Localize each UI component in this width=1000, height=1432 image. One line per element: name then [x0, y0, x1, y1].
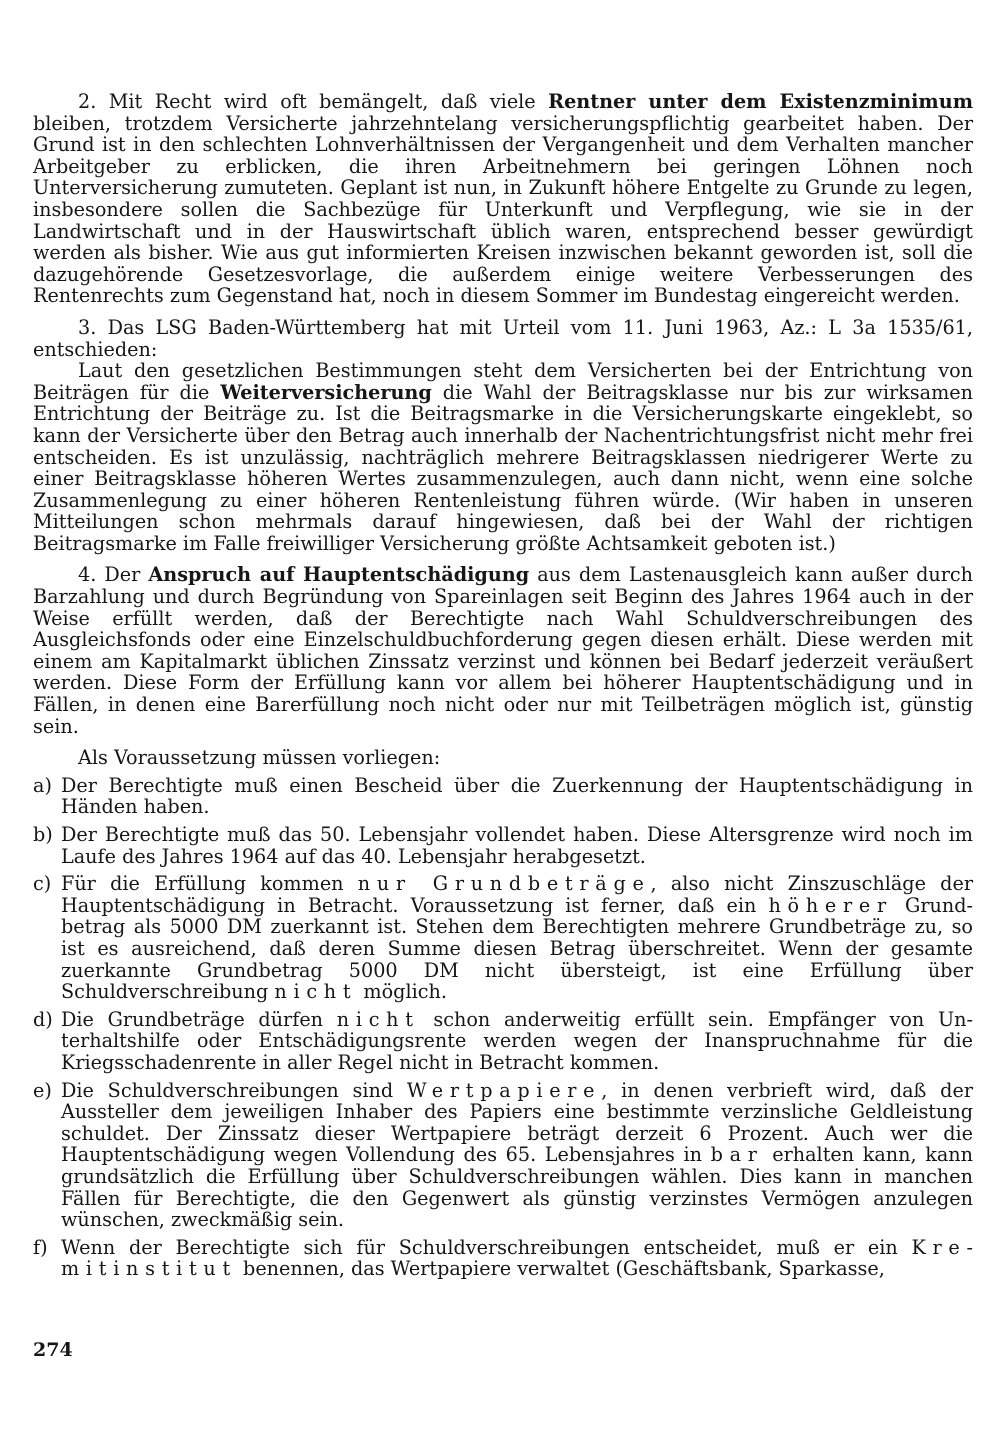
list-item-b: [33, 824, 973, 867]
list-label: b): [33, 823, 53, 846]
spaced-emphasis: nicht: [274, 980, 358, 1004]
text-run: schon anderweitig erfüllt sein. Empfänger von Unterhaltshilfe oder Entschädigungsrente werden wegen der Inanspruchnahme für die Kriegsschadenrente in aller Regel nicht in Betracht kommen.: [61, 1007, 973, 1074]
text-run: Laut den gesetzlichen Bestimmungen steht dem Versicherten bei der Entrichtung von Beiträgen für die: [33, 359, 973, 404]
list-label: c): [33, 872, 52, 896]
text-run: die Wahl der Beitragsklasse nur bis zur wirksamen Entrichtung der Beiträge zu. Ist die Beitragsmarke in die Versicherungskarte eingeklebt, so kann der Versicherte über den Betrag auch innerhalb der Nachentrichtungsfrist nicht mehr frei entscheiden. Es ist unzulässig, nachträglich mehrere Beitragsklassen niedrigerer Werte zu einer Beitragsklasse höheren Wertes zusammenzulegen, auch dann nicht, wenn eine solche Zusammenlegung zu einer höheren Rentenleistung führen würde. (Wir haben in unseren Mitteilungen schon mehrmals darauf hingewiesen, daß bei der Wahl der richtigen Beitragsmarke im Falle freiwilliger Versicherung größte Achtsamkeit geboten ist.): [33, 380, 973, 555]
text-run: möglich.: [357, 980, 447, 1004]
text-run: , also nicht Zinszuschläge der Hauptentschädigung in Betracht. Voraussetzung ist ferner, daß ein: [61, 872, 973, 917]
list-item-f: [33, 1237, 973, 1280]
spaced-emphasis: Kremitinstitut: [61, 1235, 973, 1281]
list-text: [61, 1237, 973, 1280]
text-run: benennen, das Wertpapiere verwaltet (Geschäftsbank, Sparkasse,: [236, 1257, 885, 1281]
text-run: erhalten kann, kann grundsätzlich die Erfüllung über Schuldverschreibungen wählen. Dies kann in manchen Fällen für Berechtigte, die den Gegenwert als günstig verzinstes Vermögen anzulegen wünschen, zweckmäßig sein.: [61, 1143, 974, 1232]
text-run: Grundbetrag als 5000 DM zuerkannt ist. Stehen dem Berechtigten mehrere Grundbeträge zu, so ist es ausreichend, daß deren Summe diesen Betrag überschreitet. Wenn der gesamte zuerkannte Grundbetrag 5000 DM nicht übersteigt, ist eine Erfüllung über Schuldverschreibung: [61, 893, 973, 1004]
list-intro: Als Voraussetzung müssen vorliegen:: [78, 746, 441, 770]
page-number: 274: [33, 1339, 73, 1361]
spaced-emphasis: bar: [710, 1143, 764, 1167]
list-text: [61, 873, 973, 1003]
spaced-emphasis: Wertpapiere: [406, 1078, 602, 1102]
paragraph-4: [33, 564, 973, 737]
list-text: [61, 1080, 973, 1231]
paragraph-3-body: [33, 360, 973, 554]
spaced-emphasis: nur Grundbeträge: [357, 872, 651, 896]
bold-term-weiterversicherung: Weiterversicherung: [220, 380, 432, 404]
list-label: a): [33, 773, 52, 797]
text-run: bleiben, trotzdem Versicherte jahrzehntelang versicherungspflichtig gearbeitet haben. Der Grund ist in den schlechten Lohnverhältnissen der Vergangenheit und dem Verhalten mancher Arbeitgeber zu erblicken, die ihren Arbeitnehmern bei geringen Löhnen noch Unterversicherung zumuteten. Geplant ist nun, in Zukunft höhere Entgelte zu Grunde zu legen, insbesondere sollen die Sachbezüge für Unterkunft und Verpflegung, wie sie in der Landwirtschaft und in der Hauswirtschaft üblich waren, entsprechend besser gewürdigt werden als bisher. Wie aus gut informierten Kreisen inzwischen bekannt geworden ist, soll die dazugehörende Gesetzesvorlage, die außerdem einige weitere Verbesserungen des Rentenrechts zum Gegenstand hat, noch in diesem Sommer im Bundestag eingereicht werden.: [33, 111, 973, 308]
list-item-c: [33, 873, 973, 1003]
list-text: Der Berechtigte muß das 50. Lebensjahr vollendet haben. Diese Altersgrenze wird noch im Laufe des Jahres 1964 auf das 40. Lebensjahr herabgesetzt.: [61, 823, 973, 868]
spaced-emphasis: höherer: [768, 893, 893, 917]
list-label: d): [33, 1007, 53, 1031]
bold-term-rentner: Rentner unter dem Existenzminimum: [548, 90, 973, 113]
paragraph-2: [33, 91, 973, 307]
body-text: [33, 91, 973, 1286]
text-run: aus dem Lastenausgleich kann außer durch Barzahlung und durch Begründung von Spareinlagen seit Beginn des Jahres 1964 auch in der Weise erfüllt werden, daß der Berechtigte nach Wahl Schuldverschreibungen des Ausgleichsfonds oder eine Einzelschuldbuchforderung gegen diesen erhält. Diese werden mit einem am Kapitalmarkt üblichen Zinssatz verzinst und können bei Bedarf jederzeit veräußert werden. Diese Form der Erfüllung kann vor allem bei höherer Hauptentschädigung und in Fällen, in denen eine Barerfüllung noch nicht oder nur mit Teilbeträgen möglich ist, günstig sein.: [33, 563, 973, 738]
text-run: Die Grundbeträge dürfen: [61, 1007, 337, 1031]
text-run: 2. Mit Recht wird oft bemängelt, daß viele: [78, 90, 549, 113]
list-text: Der Berechtigte muß einen Bescheid über die Zuerkennung der Hauptentschädigung in Händen haben.: [61, 773, 973, 819]
spaced-emphasis: nicht: [336, 1007, 420, 1031]
paragraph-3-intro: 3. Das LSG Baden-Württemberg hat mit Urteil vom 11. Juni 1963, Az.: L 3a 1535/61, entschieden:: [33, 315, 973, 361]
list-label: f): [33, 1235, 48, 1259]
text-run: 4. Der: [78, 563, 149, 587]
text-run: Für die Erfüllung kommen: [61, 872, 358, 896]
list-item-a: [33, 775, 973, 818]
list-item-d: [33, 1009, 973, 1074]
list-item-e: [33, 1080, 973, 1231]
text-run: Wenn der Berechtigte sich für Schuldverschreibungen entscheidet, muß er ein: [61, 1235, 912, 1259]
text-run: , in denen verbrieft wird, daß der Aussteller dem jeweiligen Inhaber des Papiers eine bestimmte verzinsliche Geldleistung schuldet. Der Zinssatz dieser Wertpapiere beträgt derzeit 6 Prozent. Auch wer die Hauptentschädigung wegen Vollendung des 65. Lebensjahres in: [61, 1078, 973, 1167]
list-text: [61, 1009, 973, 1074]
text-run: Die Schuldverschreibungen sind: [61, 1078, 407, 1102]
bold-term-hauptentschaedigung: Anspruch auf Hauptentschädigung: [148, 563, 530, 587]
list-label: e): [33, 1078, 52, 1102]
